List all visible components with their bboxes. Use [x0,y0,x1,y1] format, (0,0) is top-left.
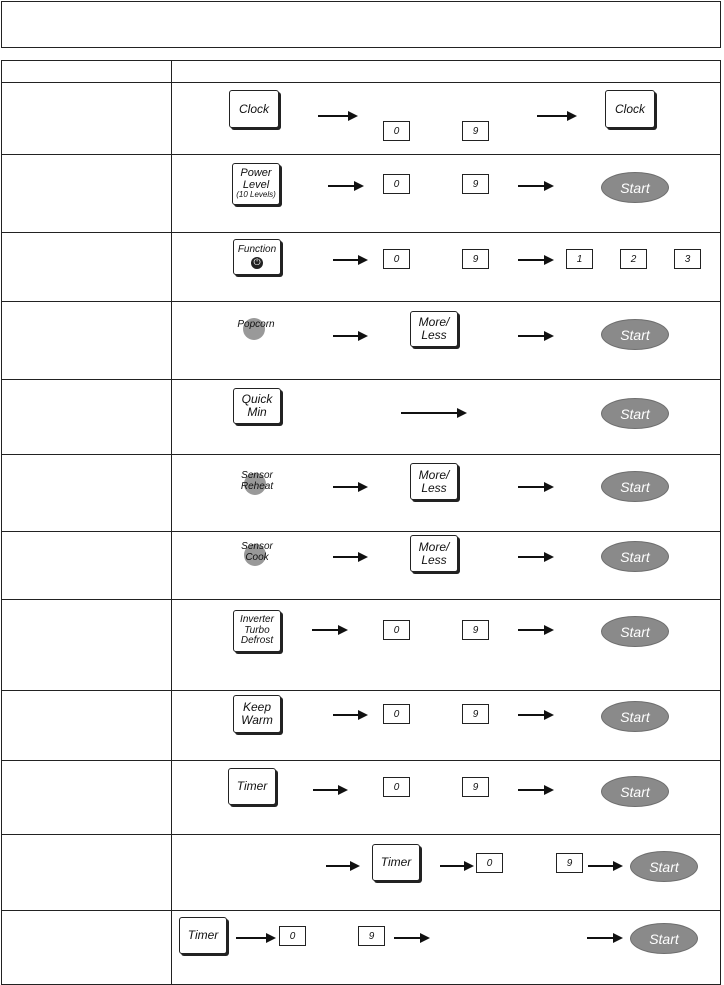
quick-min-button[interactable] [233,388,281,424]
row-description [2,83,172,155]
power-symbol-icon: ⏻ [251,257,263,269]
start-label: Start [649,858,679,875]
warm-label: Warm [241,713,273,727]
row-description [2,600,172,691]
start-label: Start [620,708,650,725]
row-procedure [172,911,721,985]
table-row [2,83,721,155]
arrow-icon [318,115,356,117]
digit-label: 0 [393,253,400,265]
table-row [2,155,721,233]
start-label: Start [620,548,650,565]
level-label: Level [242,178,270,191]
start-button[interactable] [601,616,669,647]
digit-1-key[interactable] [566,249,593,269]
arrow-icon [518,486,552,488]
arrow-icon [401,412,465,414]
table-row [2,233,721,302]
start-button[interactable] [601,541,669,572]
digit-label: 9 [472,624,479,636]
timer-label: Timer [236,779,268,794]
arrow-icon [333,714,366,716]
start-label: Start [620,478,650,495]
arrow-icon [236,937,274,939]
start-label: Start [620,783,650,800]
digit-0-key[interactable] [383,249,410,269]
arrow-icon [587,937,621,939]
digit-label: 0 [289,930,296,942]
row-description [2,532,172,600]
digit-3-key[interactable] [674,249,701,269]
levels-note: (10 Levels) [236,190,276,200]
row-description [2,380,172,455]
clock-label: Clock [238,101,269,116]
header-box [1,1,721,48]
less-label: Less [421,328,447,342]
digit-label: 9 [368,930,375,942]
digit-label: 0 [393,781,400,793]
arrow-icon [588,865,621,867]
more-label: More/ [418,539,450,554]
row-procedure [172,691,721,761]
arrow-icon [518,789,552,791]
arrow-icon [518,714,552,716]
row-procedure [172,455,721,532]
digit-0-key[interactable] [383,174,410,194]
arrow-icon [328,185,362,187]
more-label: More/ [418,467,450,482]
sensor-cook-button[interactable] [227,542,287,563]
reheat-label: Reheat [240,480,274,492]
row-procedure [172,302,721,380]
digit-9-key[interactable] [462,777,489,797]
digit-label: 1 [576,253,583,265]
defrost-label: Defrost [240,635,274,647]
digit-label: 9 [472,125,479,137]
timer-button[interactable] [372,844,420,881]
less-label: Less [421,552,447,567]
start-button[interactable] [630,851,698,882]
table-row [2,911,721,985]
row-description [2,691,172,761]
sensor-reheat-button[interactable] [227,471,287,492]
column-header-description [2,61,172,83]
digit-0-key[interactable] [383,777,410,797]
digit-label: 9 [566,857,573,869]
arrow-icon [394,937,428,939]
digit-0-key[interactable] [279,926,306,946]
digit-0-key[interactable] [383,620,410,640]
arrow-icon [518,556,552,558]
digit-9-key[interactable] [462,121,489,141]
popcorn-button[interactable] [226,320,286,331]
row-description [2,302,172,380]
arrow-icon [312,629,346,631]
start-button[interactable] [630,923,698,954]
more-less-button[interactable] [410,311,458,347]
cook-label: Cook [245,551,269,563]
arrow-icon [518,259,552,261]
table-row [2,302,721,380]
digit-label: 0 [393,708,400,720]
digit-label: 9 [472,708,479,720]
more-less-button[interactable] [410,463,458,500]
table-row [2,600,721,691]
start-label: Start [620,179,650,196]
table-row [2,691,721,761]
row-procedure [172,600,721,691]
digit-2-key[interactable] [620,249,647,269]
arrow-icon [333,486,366,488]
arrow-icon [440,865,472,867]
row-procedure [172,155,721,233]
timer-button[interactable] [179,917,227,954]
min-label: Min [247,405,267,419]
digit-label: 0 [393,624,400,636]
row-description [2,761,172,835]
digit-label: 9 [472,253,479,265]
table-row [2,761,721,835]
timer-label: Timer [380,855,412,870]
arrow-icon [333,556,366,558]
function-label: Function [237,244,277,256]
row-procedure [172,835,721,911]
digit-label: 9 [472,781,479,793]
arrow-icon [333,259,366,261]
row-description [2,155,172,233]
turbo-label: Turbo [244,624,270,636]
row-procedure [172,83,721,155]
power-level-button[interactable] [232,163,280,205]
digit-0-key[interactable] [383,704,410,724]
column-header-procedure [172,61,721,83]
arrow-icon [518,629,552,631]
table-row [2,380,721,455]
arrow-icon [313,789,346,791]
arrow-icon [518,185,552,187]
row-description [2,233,172,302]
arrow-icon [537,115,575,117]
start-button[interactable] [601,701,669,732]
start-button[interactable] [601,471,669,502]
digit-9-key[interactable] [462,249,489,269]
digit-label: 3 [684,253,691,265]
start-label: Start [620,623,650,640]
clock-label: Clock [614,101,645,116]
digit-label: 0 [486,857,493,869]
more-less-button[interactable] [410,535,458,572]
digit-label: 2 [630,253,637,265]
keep-label: Keep [242,700,272,715]
clock-button[interactable] [229,90,279,128]
start-button[interactable] [601,398,669,429]
clock-button[interactable] [605,90,655,128]
start-label: Start [649,930,679,947]
popcorn-label: Popcorn [237,319,275,330]
digit-9-key[interactable] [462,620,489,640]
table-row [2,835,721,911]
sensor-label: Sensor [241,541,273,552]
digit-0-key[interactable] [383,121,410,141]
quick-label: Quick [241,392,273,407]
less-label: Less [421,480,447,495]
function-button[interactable] [233,239,281,275]
table-header-row [2,61,721,83]
timer-label: Timer [187,928,219,943]
digit-9-key[interactable] [556,853,583,873]
digit-label: 0 [393,178,400,190]
start-label: Start [620,405,650,422]
digit-label: 0 [393,125,400,137]
power-label: Power [240,167,272,180]
row-procedure [172,380,721,455]
sensor-label: Sensor [241,470,273,481]
row-procedure [172,761,721,835]
inverter-label: Inverter [240,614,274,626]
row-description [2,835,172,911]
inverter-turbo-defrost-button[interactable] [233,610,281,652]
row-description [2,455,172,532]
start-button[interactable] [601,776,669,807]
timer-button[interactable] [228,768,276,805]
digit-9-key[interactable] [462,174,489,194]
table-row [2,532,721,600]
table-row [2,455,721,532]
arrow-icon [333,335,366,337]
row-procedure [172,233,721,302]
row-description [2,911,172,985]
start-button[interactable] [601,319,669,350]
arrow-icon [518,335,552,337]
digit-9-key[interactable] [358,926,385,946]
digit-label: 9 [472,178,479,190]
digit-0-key[interactable] [476,853,503,873]
arrow-icon [326,865,358,867]
digit-9-key[interactable] [462,704,489,724]
start-button[interactable] [601,172,669,203]
more-label: More/ [418,315,450,330]
start-label: Start [620,326,650,343]
row-procedure [172,532,721,600]
operation-table [1,60,721,985]
keep-warm-button[interactable] [233,695,281,733]
